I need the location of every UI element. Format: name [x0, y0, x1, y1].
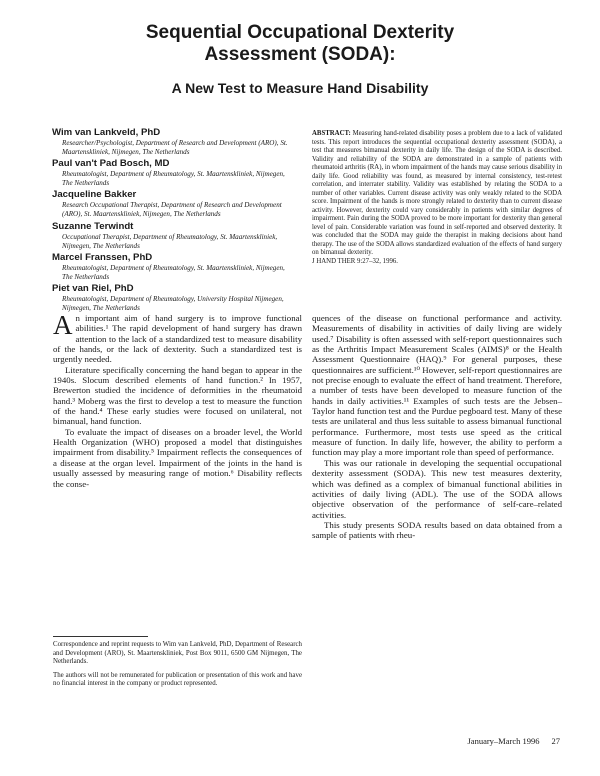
- article-title: [0, 22, 600, 66]
- footnote-divider: [53, 636, 148, 637]
- author-name: Piet van Riel, PhD: [52, 282, 134, 294]
- author-affiliation: Research Occupational Therapist, Department of Research and Development (ARO), St. Maartenskliniek, Nijmegen, The Netherlands: [62, 201, 282, 219]
- body-paragraph: [53, 310, 302, 365]
- body-paragraph: Literature specifically concerning the hand began to appear in the 1940s. Slocum described elements of hand function.² In 1957, Brewerton studied the incidence of deformities in the rheumatoid hand.³ Moberg was the first to develop a test to measure the function of the hand.⁴ These early studies were focused on unilateral, not bimanual, hand function.: [53, 364, 302, 427]
- abstract: [312, 130, 562, 266]
- body-paragraph: This was our rationale in developing the sequential occupational dexterity assessment (SODA). This new test measures dexterity, which was defined as a complex of bimanual functional abilities in activities of daily living (ADL). The use of the SODA allows objective observation of the performance of self-care–related activities.: [312, 457, 562, 520]
- body-column-right: [312, 313, 562, 541]
- body-paragraph: This study presents SODA results based on data obtained from a sample of patients with rheu-: [312, 519, 562, 541]
- author-name: Jacqueline Bakker: [52, 189, 137, 201]
- author-name: Suzanne Terwindt: [52, 220, 134, 232]
- author-affiliation: Rheumatologist, Department of Rheumatology, St. Maartenskliniek, Nijmegen, The Netherlands: [62, 263, 285, 281]
- author-affiliation: Occupational Therapist, Department of Rheumatology, St. Maartenskliniek, Nijmegen, The Netherlands: [62, 232, 278, 250]
- issue-date: January–March 1996: [467, 736, 540, 746]
- author-affiliation: Researcher/Psychologist, Department of Research and Development (ARO), St. Maartenskliniek, Nijmegen, The Netherlands: [62, 139, 288, 157]
- author-entry: [52, 221, 297, 251]
- page-number: 27: [551, 736, 560, 746]
- title-line-1: Sequential Occupational Dexterity: [145, 22, 455, 43]
- abstract-text: Measuring hand-related disability poses a problem due to a lack of validated tests. This report introduces the sequential occupational dexterity assessment (SODA), a test that measures bimanual dexterity in daily life. The design of the SODA is described. Validity and reliability of the SODA are demonstrated in a sample of patients with rheumatoid arthritis (RA), in whom impairment of the hands may cause serious disability in daily life. Good reliability was found, as measured by internal consistency, test-retest correlation, and interrater stability. Validity was established by relating the SODA to a number of other variables. Current disease activity was only weakly related to the SODA score. Impairment of the hands is more strongly related to dexterity than to current disease activity. However, dexterity could vary considerably in patients with similar degrees of impairment. Pain during the SODA proved to be more important for dexterity than general level of pain. Considerable variation was found in self-reported and observed dexterity. It was concluded that the SODA may guide the therapist in making decisions about hand therapy. The use of the SODA allows standardized evaluation of the effects of hand surgery on bimanual dexterity.: [312, 130, 562, 256]
- footnote-disclosure: The authors will not be remunerated for publication or presentation of this work and have no financial interest in the company or product represented.: [53, 671, 302, 688]
- abstract-citation: J HAND THER 9:27–32, 1996.: [312, 257, 398, 265]
- author-affiliation: Rheumatologist, Department of Rheumatology, St. Maartenskliniek, Nijmegen, The Netherlands: [62, 170, 285, 188]
- author-entry: [52, 252, 297, 282]
- body-paragraph: quences of the disease on functional performance and activity. Measurements of disability in activities of daily living are widely used.⁷ Disability is often assessed with self-report questionnaires such as the Arthritis Impact Measurement Scales (AIMS)⁸ or the Health Assessment Questionnaire (HAQ).⁹ For general purposes, these questionnaires are sufficient.¹⁰ However, self-report questionnaires are not precise enough to evaluate the effect of hand treatment. Therefore, a number of tests have been developed to measure function of the hands in daily activities.¹¹ Examples of such tests are the Jebsen–Taylor hand function test and the Purdue pegboard test. Many of these tests are unilateral and thus less suitable to assess bimanual functional performance. Furthermore, most tests use speed as the critical measure of function. In daily life, however, the ability to perform a function may play a more important role than speed of performance.: [312, 313, 562, 458]
- author-name: Marcel Franssen, PhD: [52, 251, 153, 263]
- page-footer: [430, 736, 560, 746]
- body-paragraph: To evaluate the impact of diseases on a broader level, the World Health Organization (WHO) proposed a model that distinguishes impairment from disability.⁵ Impairment reflects the consequences of a disease at the organ level. Impairment of the joints in the hand is usually assessed by measuring range of motion.⁶ Disability reflects the conse-: [53, 426, 302, 489]
- title-line-2: Assessment (SODA):: [204, 44, 396, 65]
- drop-cap: A: [53, 310, 73, 340]
- body-column-left: [53, 310, 302, 489]
- article-subtitle: A New Test to Measure Hand Disability: [171, 80, 429, 96]
- footnotes: [53, 641, 302, 694]
- author-list: [52, 127, 297, 314]
- author-entry: [52, 189, 297, 219]
- paragraph-text: n important aim of hand surgery is to improve functional abilities.¹ The rapid development of hand surgery has drawn attention to the lack of a standardized test to measure disability of the hands, or the lack of dexterity. Such a standardized test is urgently needed.: [53, 313, 302, 365]
- footnote-correspondence: Correspondence and reprint requests to Wim van Lankveld, PhD, Department of Research and Development (ARO), St. Maartenskliniek, Post Box 9011, 6500 GM Nijmegen, The Netherlands.: [53, 641, 302, 666]
- abstract-label: ABSTRACT:: [312, 130, 351, 137]
- author-entry: [52, 283, 297, 313]
- author-name: Wim van Lankveld, PhD: [52, 127, 161, 138]
- author-entry: [52, 127, 297, 157]
- author-entry: [52, 158, 297, 188]
- author-affiliation: Rheumatologist, Department of Rheumatology, University Hospital Nijmegen, Nijmegen, The Netherlands: [62, 294, 284, 313]
- author-name: Paul van't Pad Bosch, MD: [52, 158, 170, 170]
